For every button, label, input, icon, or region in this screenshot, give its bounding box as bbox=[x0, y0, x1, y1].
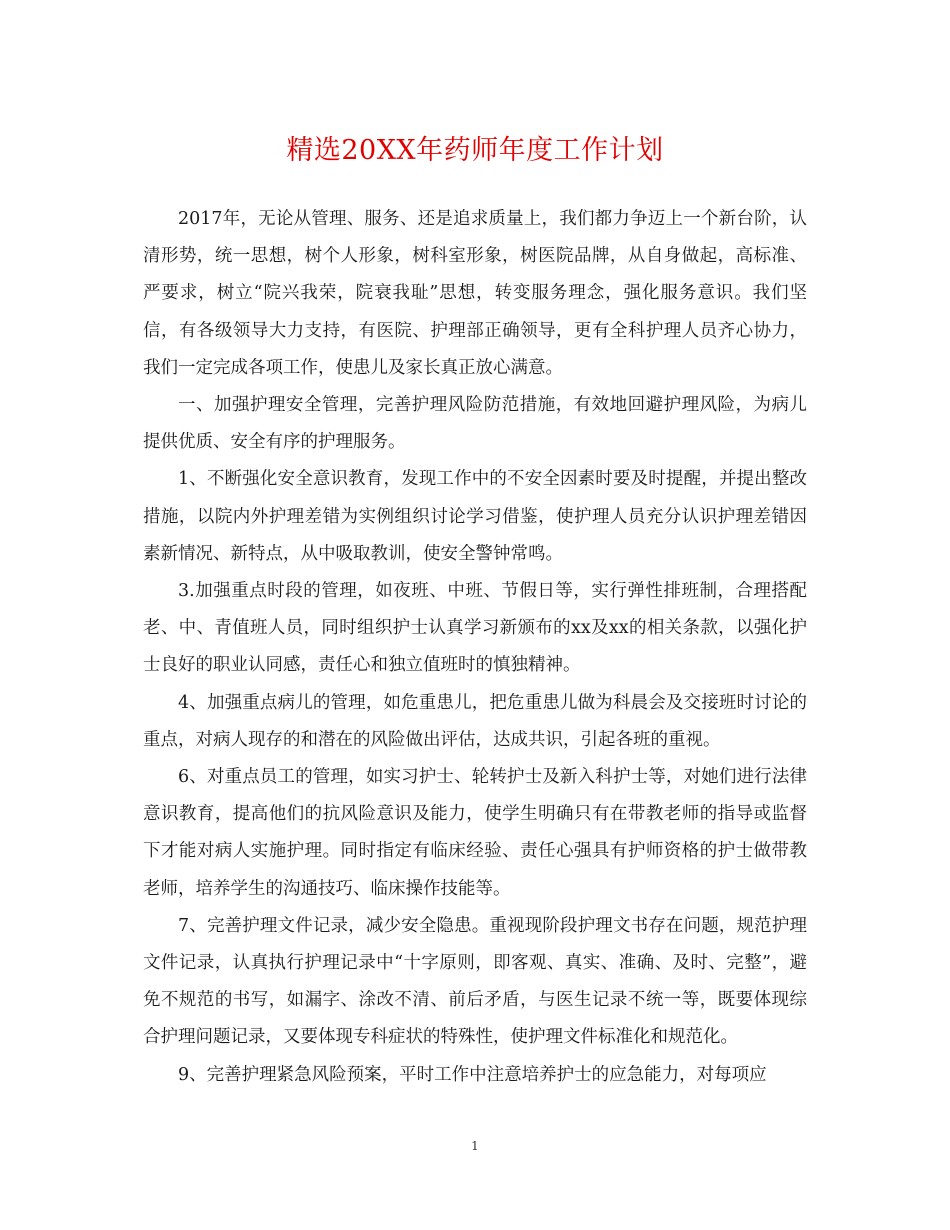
paragraph-item-6: 6、对重点员工的管理，如实习护士、轮转护士及新入科护士等，对她们进行法律意识教育，提高他们的抗风险意识及能力，使学生明确只有在带教老师的指导或监督下才能对病人实施护理。同时指定有临床经验、责任心强具有护师资格的护士做带教老师，培养学生的沟通技巧、临床操作技能等。 bbox=[143, 767, 807, 899]
paragraph-item-9: 9、完善护理紧急风险预案，平时工作中注意培养护士的应急能力，对每项应 bbox=[178, 1064, 767, 1085]
paragraph-item-3: 3.加强重点时段的管理，如夜班、中班、节假日等，实行弹性排班制，合理搭配老、中、青值班人员，同时组织护士认真学习新颁布的xx及xx的相关条款，以强化护士良好的职业认同感，责任心和独立值班时的慎独精神。 bbox=[143, 581, 807, 676]
page-number: 1 bbox=[471, 1139, 479, 1153]
document-body bbox=[143, 201, 807, 1094]
paragraph-intro: 2017年，无论从管理、服务、还是追求质量上，我们都力争迈上一个新台阶，认清形势，统一思想，树个人形象，树科室形象，树医院品牌，从自身做起，高标准、严要求，树立“院兴我荣，院衰我耻”思想，转变服务理念，强化服务意识。我们坚信，有各级领导大力支持，有医院、护理部正确领导，更有全科护理人员齐心协力，我们一定完成各项工作，使患儿及家长真正放心满意。 bbox=[143, 209, 807, 378]
paragraph-item-1: 1、不断强化安全意识教育，发现工作中的不安全因素时要及时提醒，并提出整改措施，以院内外护理差错为实例组织讨论学习借鉴，使护理人员充分认识护理差错因素新情况、新特点，从中吸取教训，使安全警钟常鸣。 bbox=[143, 469, 807, 564]
paragraph-item-4: 4、加强重点病儿的管理，如危重患儿，把危重患儿做为科晨会及交接班时讨论的重点，对病人现存的和潜在的风险做出评估，达成共识，引起各班的重视。 bbox=[143, 692, 807, 750]
paragraph-item-7: 7、完善护理文件记录，减少安全隐患。重视现阶段护理文书存在问题，规范护理文件记录，认真执行护理记录中“十字原则，即客观、真实、准确、及时、完整”，避免不规范的书写，如漏字、涂改不清、前后矛盾，与医生记录不统一等，既要体现综合护理问题记录，又要体现专科症状的特殊性，使护理文件标准化和规范化。 bbox=[143, 915, 807, 1048]
paragraph-section-1: 一、加强护理安全管理，完善护理风险防范措施，有效地回避护理风险，为病儿提供优质、安全有序的护理服务。 bbox=[143, 395, 807, 453]
document-title: 精选20XX年药师年度工作计划 bbox=[286, 135, 664, 166]
